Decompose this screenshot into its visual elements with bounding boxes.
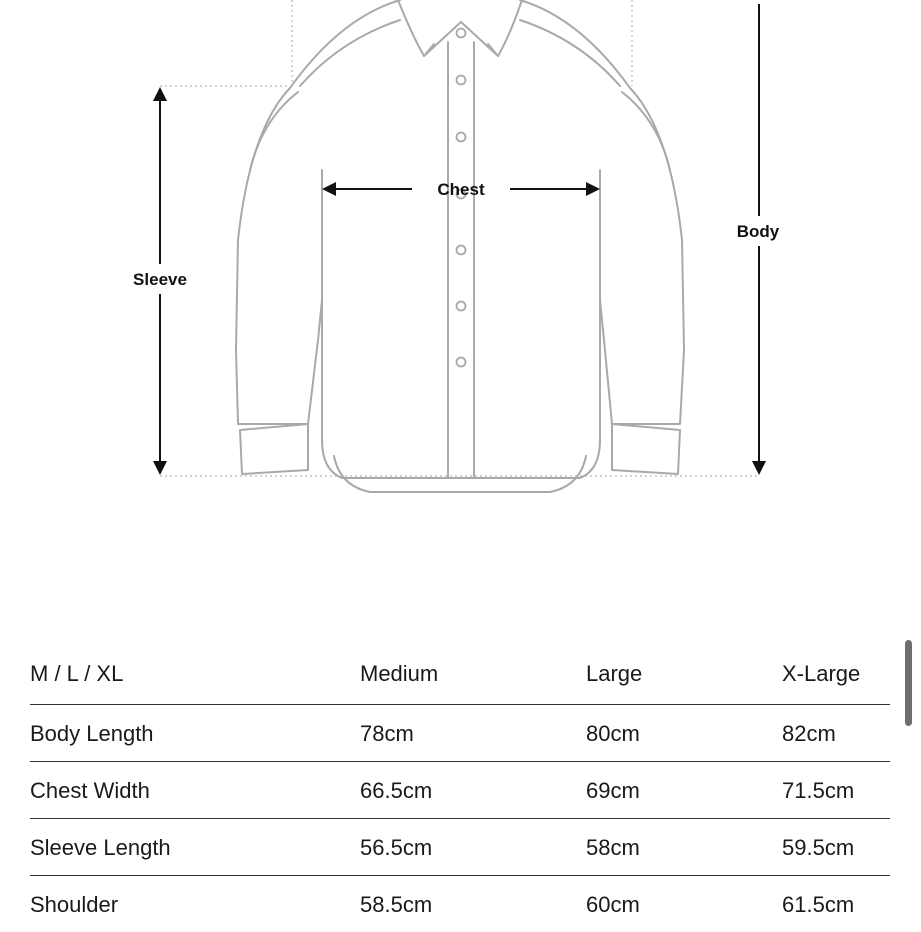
medium-value: 78cm <box>360 721 414 746</box>
xlarge-value: 61.5cm <box>782 892 855 917</box>
button-6-icon <box>457 302 466 311</box>
table-row <box>30 705 890 762</box>
sleeve-label: Sleeve <box>133 270 187 289</box>
xlarge-value: 71.5cm <box>782 778 855 803</box>
row-label: Chest Width <box>30 778 150 803</box>
large-value: 58cm <box>586 835 640 860</box>
table-row <box>30 819 890 876</box>
large-value: 69cm <box>586 778 640 803</box>
chest-label: Chest <box>437 180 485 199</box>
medium-value: 56.5cm <box>360 835 433 860</box>
button-1-icon <box>457 29 466 38</box>
button-5-icon <box>457 246 466 255</box>
large-value: 60cm <box>586 892 640 917</box>
table-row <box>30 762 890 819</box>
button-3-icon <box>457 133 466 142</box>
vertical-scrollbar[interactable] <box>905 640 912 726</box>
row-label: Body Length <box>30 721 154 746</box>
header-xlarge: X-Large <box>782 661 861 686</box>
size-chart-table <box>30 645 890 932</box>
header-size-range: M / L / XL <box>30 661 124 686</box>
row-label: Shoulder <box>30 892 119 917</box>
medium-value: 66.5cm <box>360 778 433 803</box>
button-7-icon <box>457 358 466 367</box>
body-label: Body <box>736 222 780 241</box>
header-large: Large <box>586 661 643 686</box>
row-label: Sleeve Length <box>30 835 171 860</box>
medium-value: 58.5cm <box>360 892 433 917</box>
xlarge-value: 82cm <box>782 721 836 746</box>
table-row <box>30 876 890 932</box>
header-medium: Medium <box>360 661 439 686</box>
table-header-row <box>30 645 890 705</box>
button-2-icon <box>457 76 466 85</box>
large-value: 80cm <box>586 721 640 746</box>
xlarge-value: 59.5cm <box>782 835 855 860</box>
